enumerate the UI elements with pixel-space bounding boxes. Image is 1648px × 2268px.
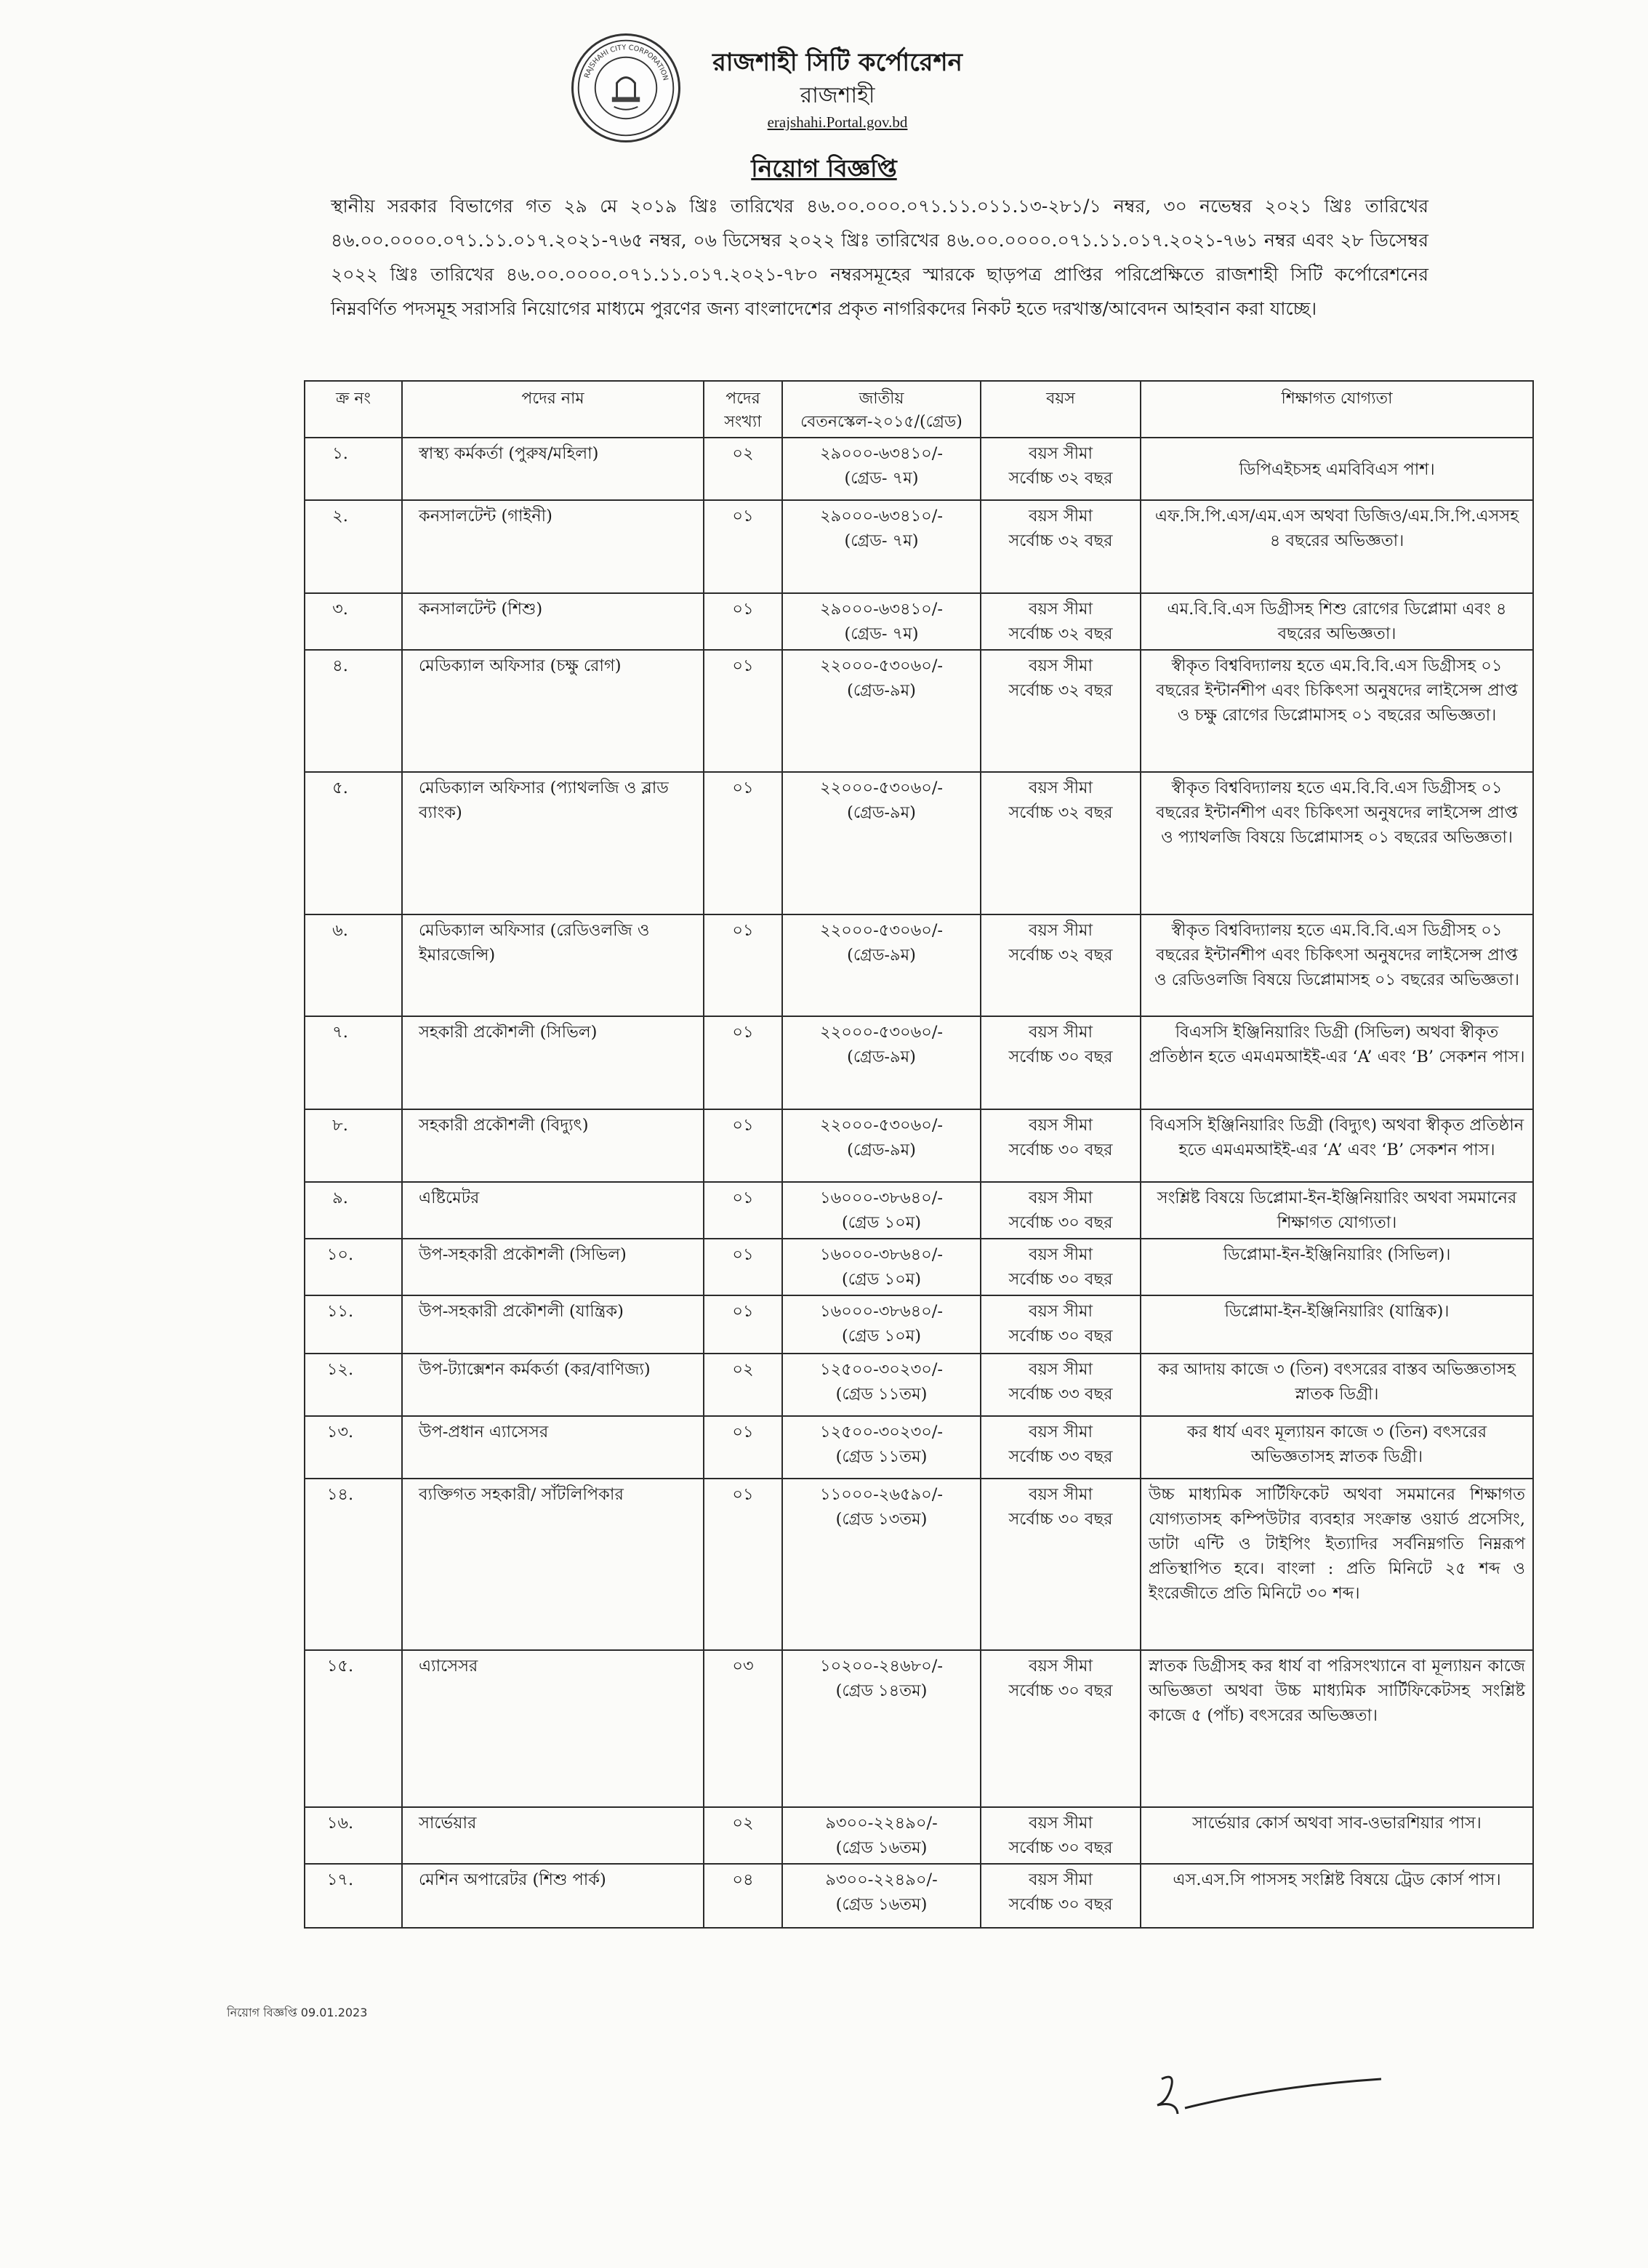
pay-scale-cell-text: ১২৫০০-৩০২৩০/- <box>819 1360 944 1379</box>
serial-cell-text: ১০. <box>326 1245 354 1264</box>
post-count-cell <box>704 1416 782 1479</box>
serial-cell <box>305 1354 402 1416</box>
pay-scale-cell <box>782 650 981 772</box>
qualification-cell <box>1141 1354 1533 1416</box>
table-row <box>305 1109 1533 1182</box>
age-limit-cell <box>981 593 1141 650</box>
qualification-cell-text: কর আদায় কাজে ৩ (তিন) বৎসরের বাস্তব অভিজ্ঞতাসহ স্নাতক ডিগ্রী। <box>1158 1360 1516 1404</box>
pay-scale-cell-text: (গ্রেড ১৩তম) <box>835 1510 928 1529</box>
table-row <box>305 1295 1533 1354</box>
serial-cell <box>305 1807 402 1864</box>
post-name-cell-text: কনসালটেন্ট (গাইনী) <box>419 507 552 526</box>
qualification-cell-text: স্বীকৃত বিশ্ববিদ্যালয় হতে এম.বি.বি.এস ডিগ্রীসহ ০১ বছরের ইন্টার্নশীপ এবং চিকিৎসা অনুষদের লাইসেন্স প্রাপ্ত ও রেডিওলজি বিষয়ে ডিপ্লোমাসহ ০১ বছরের অভিজ্ঞতা। <box>1154 921 1519 989</box>
age-limit-cell-text: বয়স সীমা <box>1028 1023 1093 1042</box>
serial-cell-text: ১১. <box>326 1302 354 1321</box>
age-limit-cell-text: বয়স সীমা <box>1028 1423 1093 1441</box>
post-count-cell-text: ০২ <box>732 444 754 463</box>
age-limit-cell-text: বয়স সীমা <box>1028 921 1093 940</box>
post-count-cell-text: ০১ <box>732 1302 754 1321</box>
age-limit-cell-text: সর্বোচ্চ ৩০ বছর <box>1008 1047 1113 1066</box>
pay-scale-cell-text: ২৯০০০-৬৩৪১০/- <box>820 507 943 526</box>
post-name-cell <box>402 1479 704 1650</box>
age-limit-cell <box>981 1650 1141 1807</box>
post-count-cell-text: ০১ <box>732 921 754 940</box>
post-count-cell <box>704 914 782 1016</box>
serial-cell-text: ১৬. <box>326 1814 354 1833</box>
pay-scale-cell-text: (গ্রেড- ৭ম) <box>844 531 919 550</box>
age-limit-cell <box>981 1182 1141 1239</box>
post-count-cell <box>704 1109 782 1182</box>
organization-website: erajshahi.Portal.gov.bd <box>767 113 908 131</box>
serial-cell <box>305 914 402 1016</box>
serial-cell-text: ১৪. <box>326 1485 354 1504</box>
post-name-cell <box>402 1650 704 1807</box>
post-count-cell-text: ০৪ <box>732 1870 754 1889</box>
age-limit-cell-text: সর্বোচ্চ ৩২ বছর <box>1008 803 1113 822</box>
age-limit-cell <box>981 914 1141 1016</box>
age-limit-cell <box>981 1016 1141 1109</box>
serial-cell <box>305 1109 402 1182</box>
age-limit-cell-text: সর্বোচ্চ ৩০ বছর <box>1008 1895 1113 1914</box>
age-limit-cell-text: সর্বোচ্চ ৩০ বছর <box>1008 1141 1113 1159</box>
qualification-cell-text: এস.এস.সি পাসসহ সংশ্লিষ্ট বিষয়ে ট্রেড কোর্স পাস। <box>1173 1870 1501 1889</box>
pay-scale-cell-text: ১৬০০০-৩৮৬৪০/- <box>820 1189 943 1207</box>
pay-scale-cell-text: ১৬০০০-৩৮৬৪০/- <box>820 1302 943 1321</box>
post-count-cell-text: ০৩ <box>732 1657 754 1676</box>
age-limit-cell <box>981 1416 1141 1479</box>
pay-scale-cell-text: (গ্রেড-৯ম) <box>847 803 916 822</box>
age-limit-cell <box>981 1807 1141 1864</box>
serial-cell <box>305 1650 402 1807</box>
post-name-cell <box>402 1239 704 1295</box>
qualification-cell <box>1141 1295 1533 1354</box>
post-name-cell <box>402 650 704 772</box>
age-limit-cell-text: বয়স সীমা <box>1028 1360 1093 1379</box>
table-row <box>305 1354 1533 1416</box>
age-limit-cell-text: বয়স সীমা <box>1028 779 1093 797</box>
table-row <box>305 772 1533 914</box>
post-count-cell <box>704 1239 782 1295</box>
post-name-cell-text: ব্যক্তিগত সহকারী/ সাঁটলিপিকার <box>419 1485 624 1504</box>
table-row <box>305 1807 1533 1864</box>
qualification-cell-text: উচ্চ মাধ্যমিক সার্টিফিকেট অথবা সমমানের শিক্ষাগত যোগ্যতাসহ কম্পিউটার ব্যবহার সংক্রান্ত ওয়ার্ড প্রসেসিং, ডাটা এন্টি ও টাইপিং ইত্যাদির সর্বনিম্নগতি নিম্নরূপ প্রতিস্থাপিত হবে। বাংলা : প্রতি মিনিটে ২৫ শব্দ ও ইংরেজীতে প্রতি মিনিটে ৩০ শব্দ। <box>1149 1485 1525 1603</box>
pay-scale-cell <box>782 914 981 1016</box>
age-limit-cell-text: সর্বোচ্চ ৩০ বছর <box>1008 1838 1113 1857</box>
post-count-cell-text: ০১ <box>732 656 754 675</box>
qualification-cell <box>1141 1807 1533 1864</box>
pay-scale-cell-text: (গ্রেড ১০ম) <box>842 1213 921 1232</box>
post-count-cell <box>704 500 782 593</box>
pay-scale-cell-text: (গ্রেড-৯ম) <box>847 1141 916 1159</box>
qualification-cell-text: সার্ভেয়ার কোর্স অথবা সাব-ওভারশিয়ার পাস। <box>1192 1814 1482 1833</box>
post-name-cell-text: এষ্টিমেটর <box>419 1189 480 1207</box>
age-limit-cell-text: সর্বোচ্চ ৩০ বছর <box>1008 1213 1113 1232</box>
post-name-cell <box>402 1295 704 1354</box>
table-row <box>305 1182 1533 1239</box>
serial-cell <box>305 1182 402 1239</box>
pay-scale-cell-text: ২২০০০-৫৩০৬০/- <box>819 656 944 675</box>
age-limit-cell <box>981 1109 1141 1182</box>
qualification-cell-text: স্বীকৃত বিশ্ববিদ্যালয় হতে এম.বি.বি.এস ডিগ্রীসহ ০১ বছরের ইন্টার্নশীপ এবং চিকিৎসা অনুষদের লাইসেন্স প্রাপ্ত ও প্যাথলজি বিষয়ে ডিপ্লোমাসহ ০১ বছরের অভিজ্ঞতা। <box>1156 779 1518 847</box>
post-count-cell-text: ০১ <box>732 1023 754 1042</box>
age-limit-cell-text: বয়স সীমা <box>1028 1245 1093 1264</box>
organization-city: রাজশাহী <box>800 83 875 108</box>
pay-scale-cell-text: ১২৫০০-৩০২৩০/- <box>819 1423 944 1441</box>
pay-scale-cell-text: ১৬০০০-৩৮৬৪০/- <box>820 1245 943 1264</box>
post-count-cell-text: ০১ <box>732 1423 754 1441</box>
age-limit-cell-text: সর্বোচ্চ ৩২ বছর <box>1008 946 1113 965</box>
pay-scale-cell-text: (গ্রেড- ৭ম) <box>844 469 919 488</box>
serial-cell-text: ১৭. <box>326 1870 354 1889</box>
post-count-cell <box>704 1807 782 1864</box>
post-name-cell-text: মেডিক্যাল অফিসার (প্যাথলজি ও ব্লাড ব্যাংক) <box>419 779 669 822</box>
qualification-cell <box>1141 1864 1533 1928</box>
serial-cell-text: ২. <box>332 507 348 526</box>
serial-cell-text: ১৩. <box>326 1423 354 1441</box>
age-limit-cell-text: বয়স সীমা <box>1028 656 1093 675</box>
post-name-cell <box>402 1807 704 1864</box>
serial-cell-text: ১৫. <box>326 1657 354 1676</box>
post-name-cell-text: স্বাস্থ্য কর্মকর্তা (পুরুষ/মহিলা) <box>419 444 599 463</box>
age-limit-cell-text: সর্বোচ্চ ৩৩ বছর <box>1008 1447 1113 1466</box>
table-row <box>305 1239 1533 1295</box>
table-row <box>305 593 1533 650</box>
table-row <box>305 1416 1533 1479</box>
post-name-cell-text: মেশিন অপারেটর (শিশু পার্ক) <box>419 1870 606 1889</box>
post-count-cell <box>704 1182 782 1239</box>
vacancy-table-wrapper <box>304 380 1532 1929</box>
pay-scale-cell-text: ১০২০০-২৪৬৮০/- <box>820 1657 943 1676</box>
table-row <box>305 500 1533 593</box>
age-limit-cell-text: সর্বোচ্চ ৩০ বছর <box>1008 1681 1113 1700</box>
age-limit-cell <box>981 1295 1141 1354</box>
pay-scale-cell <box>782 1416 981 1479</box>
pay-scale-cell <box>782 1295 981 1354</box>
pay-scale-cell-text: ২২০০০-৫৩০৬০/- <box>819 779 944 797</box>
qualification-cell <box>1141 438 1533 500</box>
pay-scale-cell <box>782 1109 981 1182</box>
serial-cell <box>305 1239 402 1295</box>
age-limit-cell <box>981 650 1141 772</box>
post-name-cell-text: উপ-ট্যাক্সেশন কর্মকর্তা (কর/বাণিজ্য) <box>419 1360 651 1379</box>
pay-scale-cell <box>782 1650 981 1807</box>
serial-cell <box>305 1016 402 1109</box>
signature <box>1141 2050 1403 2130</box>
age-limit-cell-text: সর্বোচ্চ ৩০ বছর <box>1008 1327 1113 1346</box>
post-count-cell <box>704 1016 782 1109</box>
pay-scale-cell-text: (গ্রেড ১৪তম) <box>835 1681 928 1700</box>
post-count-cell-text: ০১ <box>732 1116 754 1135</box>
qualification-cell <box>1141 650 1533 772</box>
pay-scale-cell <box>782 1016 981 1109</box>
qualification-cell-text: এম.বি.বি.এস ডিগ্রীসহ শিশু রোগের ডিপ্লোমা এবং ৪ বছরের অভিজ্ঞতা। <box>1167 600 1507 643</box>
post-name-cell <box>402 1354 704 1416</box>
age-limit-cell-text: বয়স সীমা <box>1028 1814 1093 1833</box>
pay-scale-cell-text: ২২০০০-৫৩০৬০/- <box>819 921 944 940</box>
post-count-cell <box>704 1354 782 1416</box>
post-name-cell-text: উপ-প্রধান এ্যাসেসর <box>419 1423 549 1441</box>
serial-cell-text: ৬. <box>332 921 348 940</box>
logo-lettering: RAJSHAHI CITY CORPORATION <box>583 44 670 82</box>
notice-title: নিয়োগ বিজ্ঞপ্তি <box>751 154 897 182</box>
age-limit-cell-text: বয়স সীমা <box>1028 1302 1093 1321</box>
pay-scale-cell <box>782 1864 981 1928</box>
qualification-cell <box>1141 1650 1533 1807</box>
post-count-cell-text: ০১ <box>732 600 754 619</box>
post-count-cell-text: ০১ <box>732 779 754 797</box>
qualification-cell <box>1141 1416 1533 1479</box>
post-name-cell <box>402 914 704 1016</box>
post-count-cell <box>704 650 782 772</box>
age-limit-cell-text: বয়স সীমা <box>1028 1657 1093 1676</box>
serial-cell <box>305 772 402 914</box>
post-count-cell <box>704 772 782 914</box>
post-count-cell <box>704 1650 782 1807</box>
city-corporation-logo <box>571 33 680 142</box>
qualification-cell-text: স্বীকৃত বিশ্ববিদ্যালয় হতে এম.বি.বি.এস ডিগ্রীসহ ০১ বছরের ইন্টার্নশীপ এবং চিকিৎসা অনুষদের লাইসেন্স প্রাপ্ত ও চক্ষু রোগের ডিপ্লোমাসহ ০১ বছরের অভিজ্ঞতা। <box>1156 656 1518 725</box>
post-count-cell-text: ০২ <box>732 1814 754 1833</box>
pay-scale-cell <box>782 593 981 650</box>
table-row <box>305 1016 1533 1109</box>
age-limit-cell-text: সর্বোচ্চ ৩২ বছর <box>1008 469 1113 488</box>
age-limit-cell <box>981 1479 1141 1650</box>
pay-scale-cell <box>782 438 981 500</box>
post-name-cell <box>402 1109 704 1182</box>
pay-scale-cell <box>782 772 981 914</box>
serial-cell-text: ৯. <box>332 1189 348 1207</box>
age-limit-cell-text: বয়স সীমা <box>1028 507 1093 526</box>
qualification-cell <box>1141 1109 1533 1182</box>
age-limit-cell <box>981 1239 1141 1295</box>
pay-scale-cell-text: ২৯০০০-৬৩৪১০/- <box>820 600 943 619</box>
post-name-cell <box>402 1182 704 1239</box>
qualification-cell <box>1141 1239 1533 1295</box>
serial-cell-text: ৩. <box>332 600 348 619</box>
pay-scale-cell <box>782 1239 981 1295</box>
age-limit-cell-text: বয়স সীমা <box>1028 444 1093 463</box>
serial-cell <box>305 500 402 593</box>
qualification-cell-text: ডিপ্লোমা-ইন-ইঞ্জিনিয়ারিং (সিভিল)। <box>1223 1245 1451 1264</box>
serial-cell-text: ১. <box>332 444 348 463</box>
serial-cell-text: ৭. <box>332 1023 348 1042</box>
qualification-cell-text: বিএসসি ইঞ্জিনিয়ারিং ডিগ্রী (সিভিল) অথবা স্বীকৃত প্রতিষ্ঠান হতে এমএমআইই-এর ‘A’ এবং ‘B’ সেকশন পাস। <box>1149 1023 1525 1066</box>
age-limit-cell <box>981 438 1141 500</box>
post-name-cell <box>402 772 704 914</box>
post-count-cell <box>704 1479 782 1650</box>
post-count-cell-text: ০১ <box>732 507 754 526</box>
qualification-cell-text: বিএসসি ইঞ্জিনিয়ারিং ডিগ্রী (বিদ্যুৎ) অথবা স্বীকৃত প্রতিষ্ঠান হতে এমএমআইই-এর ‘A’ এবং ‘B’ সেকশন পাস। <box>1149 1116 1524 1159</box>
header-age: বয়স <box>981 381 1141 438</box>
age-limit-cell-text: সর্বোচ্চ ৩২ বছর <box>1008 624 1113 643</box>
qualification-cell-text: ডিপ্লোমা-ইন-ইঞ্জিনিয়ারিং (যান্ত্রিক)। <box>1224 1302 1450 1321</box>
age-limit-cell-text: সর্বোচ্চ ৩০ বছর <box>1008 1270 1113 1289</box>
pay-scale-cell-text: ৯৩০০-২২৪৯০/- <box>825 1870 938 1889</box>
table-row <box>305 1479 1533 1650</box>
post-count-cell-text: ০২ <box>732 1360 754 1379</box>
serial-cell <box>305 1479 402 1650</box>
pay-scale-cell-text: ২২০০০-৫৩০৬০/- <box>819 1116 944 1135</box>
serial-cell-text: ৪. <box>332 656 348 675</box>
pay-scale-cell <box>782 1479 981 1650</box>
qualification-cell-text: কর ধার্য এবং মূল্যায়ন কাজে ৩ (তিন) বৎসরের অভিজ্ঞতাসহ স্নাতক ডিগ্রী। <box>1186 1423 1487 1466</box>
pay-scale-cell-text: (গ্রেড ১৬তম) <box>835 1895 928 1914</box>
post-name-cell-text: সহকারী প্রকৌশলী (সিভিল) <box>419 1023 598 1042</box>
organization-name: রাজশাহী সিটি কর্পোরেশন <box>712 48 962 77</box>
serial-cell-text: ১২. <box>326 1360 354 1379</box>
post-name-cell <box>402 1416 704 1479</box>
post-name-cell-text: মেডিক্যাল অফিসার (রেডিওলজি ও ইমারজেন্সি) <box>419 921 650 965</box>
qualification-cell <box>1141 1182 1533 1239</box>
age-limit-cell <box>981 1354 1141 1416</box>
age-limit-cell-text: বয়স সীমা <box>1028 1189 1093 1207</box>
table-row <box>305 650 1533 772</box>
pay-scale-cell-text: ১১০০০-২৬৫৯০/- <box>820 1485 943 1504</box>
serial-cell-text: ৫. <box>332 779 348 797</box>
post-name-cell-text: কনসালটেন্ট (শিশু) <box>419 600 543 619</box>
age-limit-cell-text: সর্বোচ্চ ৩০ বছর <box>1008 1510 1113 1529</box>
serial-cell <box>305 650 402 772</box>
serial-cell <box>305 1295 402 1354</box>
pay-scale-cell-text: (গ্রেড-৯ম) <box>847 1047 916 1066</box>
post-name-cell <box>402 438 704 500</box>
post-name-cell <box>402 1864 704 1928</box>
post-name-cell-text: এ্যাসেসর <box>419 1657 478 1676</box>
table-header-row <box>305 381 1533 438</box>
pay-scale-cell-text: (গ্রেড ১০ম) <box>842 1327 921 1346</box>
serial-cell <box>305 438 402 500</box>
header-post-count: পদের সংখ্যা <box>704 381 782 438</box>
post-name-cell-text: উপ-সহকারী প্রকৌশলী (সিভিল) <box>419 1245 627 1264</box>
post-count-cell <box>704 438 782 500</box>
qualification-cell <box>1141 914 1533 1016</box>
qualification-cell-text: সংশ্লিষ্ট বিষয়ে ডিপ্লোমা-ইন-ইঞ্জিনিয়ারিং অথবা সমমানের শিক্ষাগত যোগ্যতা। <box>1157 1189 1517 1232</box>
age-limit-cell-text: বয়স সীমা <box>1028 1870 1093 1889</box>
age-limit-cell-text: বয়স সীমা <box>1028 1116 1093 1135</box>
post-count-cell-text: ০১ <box>732 1245 754 1264</box>
qualification-cell <box>1141 1016 1533 1109</box>
age-limit-cell-text: সর্বোচ্চ ৩২ বছর <box>1008 681 1113 700</box>
age-limit-cell <box>981 1864 1141 1928</box>
post-count-cell-text: ০১ <box>732 1189 754 1207</box>
notice-intro: স্থানীয় সরকার বিভাগের গত ২৯ মে ২০১৯ খ্রিঃ তারিখের ৪৬.০০.০০০.০৭১.১১.০১১.১৩-২৮১/১ নম্বর, ৩০ নভেম্বর ২০২১ খ্রিঃ তারিখের ৪৬.০০.০০০০.০৭১.১১.০১৭.২০২১-৭৬৫ নম্বর, ০৬ ডিসেম্বর ২০২২ খ্রিঃ তারিখের ৪৬.০০.০০০০.০৭১.১১.০১৭.২০২১-৭৬১ নম্বর এবং ২৮ ডিসেম্বর ২০২২ খ্রিঃ তারিখের ৪৬.০০.০০০০.০৭১.১১.০১৭.২০২১-৭৮০ নম্বরসমূহের স্মারকে ছাড়পত্র প্রাপ্তির পরিপ্রেক্ষিতে রাজশাহী সিটি কর্পোরেশনের নিম্নবর্ণিত পদসমূহ সরাসরি নিয়োগের মাধ্যমে পুরণের জন্য বাংলাদেশের প্রকৃত নাগরিকদের নিকট হতে দরখাস্ত/আবেদন আহবান করা যাচ্ছে। <box>331 196 1428 319</box>
qualification-cell-text: স্নাতক ডিগ্রীসহ কর ধার্য বা পরিসংখ্যানে বা মূল্যায়ন কাজে অভিজ্ঞতা অথবা উচ্চ মাধ্যমিক সার্টিফিকেটসহ সংশ্লিষ্ট কাজে ৫ (পাঁচ) বৎসরের অভিজ্ঞতা। <box>1149 1657 1525 1725</box>
pay-scale-cell <box>782 500 981 593</box>
pay-scale-cell-text: (গ্রেড-৯ম) <box>847 946 916 965</box>
pay-scale-cell <box>782 1182 981 1239</box>
table-row <box>305 438 1533 500</box>
qualification-cell-text: এফ.সি.পি.এস/এম.এস অথবা ডিজিও/এম.সি.পি.এসসহ ৪ বছরের অভিজ্ঞতা। <box>1154 507 1519 550</box>
serial-cell <box>305 593 402 650</box>
svg-text:RAJSHAHI CITY CORPORATION <box>583 44 670 81</box>
age-limit-cell-text: সর্বোচ্চ ৩৩ বছর <box>1008 1385 1113 1404</box>
vacancy-table <box>304 380 1534 1929</box>
post-count-cell <box>704 1864 782 1928</box>
pay-scale-cell-text: (গ্রেড ১১তম) <box>835 1447 928 1466</box>
pay-scale-cell-text: (গ্রেড ১৬তম) <box>835 1838 928 1857</box>
post-name-cell-text: মেডিক্যাল অফিসার (চক্ষু রোগ) <box>419 656 622 675</box>
post-count-cell <box>704 593 782 650</box>
post-name-cell-text: উপ-সহকারী প্রকৌশলী (যান্ত্রিক) <box>419 1302 624 1321</box>
post-name-cell <box>402 593 704 650</box>
table-row <box>305 1650 1533 1807</box>
pay-scale-cell-text: (গ্রেড- ৭ম) <box>844 624 919 643</box>
serial-cell <box>305 1864 402 1928</box>
header-post-name: পদের নাম <box>402 381 704 438</box>
age-limit-cell-text: বয়স সীমা <box>1028 600 1093 619</box>
table-row <box>305 1864 1533 1928</box>
header-qualification: শিক্ষাগত যোগ্যতা <box>1141 381 1533 438</box>
age-limit-cell <box>981 772 1141 914</box>
table-row <box>305 914 1533 1016</box>
post-name-cell <box>402 500 704 593</box>
qualification-cell-text: ডিপিএইচসহ এমবিবিএস পাশ। <box>1239 460 1435 479</box>
letterhead <box>0 25 1648 148</box>
age-limit-cell <box>981 500 1141 593</box>
post-count-cell-text: ০১ <box>732 1485 754 1504</box>
pay-scale-cell-text: ২২০০০-৫৩০৬০/- <box>819 1023 944 1042</box>
header-pay-scale: জাতীয় বেতনস্কেল-২০১৫/(গ্রেড) <box>782 381 981 438</box>
qualification-cell <box>1141 500 1533 593</box>
pay-scale-cell <box>782 1354 981 1416</box>
pay-scale-cell-text: ২৯০০০-৬৩৪১০/- <box>820 444 943 463</box>
header-serial: ক্র নং <box>305 381 402 438</box>
post-name-cell <box>402 1016 704 1109</box>
post-name-cell-text: সহকারী প্রকৌশলী (বিদ্যুৎ) <box>419 1116 589 1135</box>
age-limit-cell-text: বয়স সীমা <box>1028 1485 1093 1504</box>
qualification-cell <box>1141 772 1533 914</box>
pay-scale-cell <box>782 1807 981 1864</box>
age-limit-cell-text: সর্বোচ্চ ৩২ বছর <box>1008 531 1113 550</box>
qualification-cell <box>1141 1479 1533 1650</box>
serial-cell <box>305 1416 402 1479</box>
pay-scale-cell-text: (গ্রেড-৯ম) <box>847 681 916 700</box>
qualification-cell <box>1141 593 1533 650</box>
footer-note: নিয়োগ বিজ্ঞপ্তি 09.01.2023 <box>227 2006 368 2019</box>
pay-scale-cell-text: ৯৩০০-২২৪৯০/- <box>825 1814 938 1833</box>
post-count-cell <box>704 1295 782 1354</box>
serial-cell-text: ৮. <box>332 1116 348 1135</box>
post-name-cell-text: সার্ভেয়ার <box>419 1814 477 1833</box>
pay-scale-cell-text: (গ্রেড ১০ম) <box>842 1270 921 1289</box>
pay-scale-cell-text: (গ্রেড ১১তম) <box>835 1385 928 1404</box>
